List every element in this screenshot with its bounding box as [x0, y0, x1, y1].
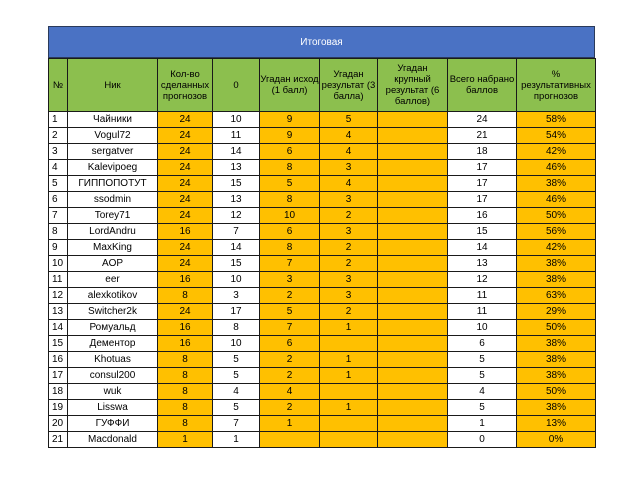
header-success-percent: % результативных прогнозов — [517, 59, 596, 112]
cell-total-points: 1 — [448, 416, 517, 432]
cell-predictions-made: 8 — [158, 416, 213, 432]
cell-zero: 13 — [213, 192, 260, 208]
cell-success-percent: 46% — [517, 192, 596, 208]
cell-outcome-guessed: 6 — [260, 336, 320, 352]
cell-nick: ГИППОПОТУТ — [68, 176, 158, 192]
cell-outcome-guessed: 7 — [260, 256, 320, 272]
table-row — [49, 272, 596, 288]
cell-nick: Kalevipoeg — [68, 160, 158, 176]
cell-big-result-guessed — [378, 112, 448, 128]
cell-nick: Switcher2k — [68, 304, 158, 320]
header-outcome-guessed: Угадан исход (1 балл) — [260, 59, 320, 112]
cell-total-points: 5 — [448, 400, 517, 416]
cell-total-points: 17 — [448, 192, 517, 208]
cell-predictions-made: 8 — [158, 288, 213, 304]
cell-big-result-guessed — [378, 352, 448, 368]
sheet-title: Итоговая — [48, 26, 595, 58]
cell-zero: 4 — [213, 384, 260, 400]
table-row — [49, 384, 596, 400]
cell-predictions-made: 24 — [158, 208, 213, 224]
cell-big-result-guessed — [378, 192, 448, 208]
cell-outcome-guessed — [260, 432, 320, 448]
cell-outcome-guessed: 2 — [260, 288, 320, 304]
cell-zero: 5 — [213, 352, 260, 368]
table-row — [49, 176, 596, 192]
cell-outcome-guessed: 3 — [260, 272, 320, 288]
cell-big-result-guessed — [378, 208, 448, 224]
cell-zero: 8 — [213, 320, 260, 336]
cell-predictions-made: 16 — [158, 336, 213, 352]
cell-zero: 1 — [213, 432, 260, 448]
cell-predictions-made: 8 — [158, 352, 213, 368]
cell-zero: 3 — [213, 288, 260, 304]
cell-success-percent: 54% — [517, 128, 596, 144]
cell-number: 6 — [49, 192, 68, 208]
cell-zero: 10 — [213, 272, 260, 288]
cell-big-result-guessed — [378, 288, 448, 304]
cell-zero: 15 — [213, 256, 260, 272]
cell-number: 10 — [49, 256, 68, 272]
header-big-result-guessed: Угадан крупный результат (6 баллов) — [378, 59, 448, 112]
table-row — [49, 256, 596, 272]
cell-big-result-guessed — [378, 128, 448, 144]
cell-zero: 11 — [213, 128, 260, 144]
cell-predictions-made: 24 — [158, 256, 213, 272]
table-row — [49, 192, 596, 208]
cell-zero: 12 — [213, 208, 260, 224]
cell-total-points: 4 — [448, 384, 517, 400]
cell-predictions-made: 8 — [158, 368, 213, 384]
cell-result-guessed: 2 — [320, 304, 378, 320]
cell-number: 11 — [49, 272, 68, 288]
cell-nick: ssodmin — [68, 192, 158, 208]
cell-zero: 5 — [213, 400, 260, 416]
table-row — [49, 144, 596, 160]
cell-success-percent: 58% — [517, 112, 596, 128]
cell-number: 2 — [49, 128, 68, 144]
cell-result-guessed: 1 — [320, 352, 378, 368]
cell-big-result-guessed — [378, 224, 448, 240]
cell-nick: Torey71 — [68, 208, 158, 224]
cell-nick: alexkotikov — [68, 288, 158, 304]
cell-result-guessed: 2 — [320, 208, 378, 224]
table-row — [49, 112, 596, 128]
cell-number: 4 — [49, 160, 68, 176]
results-table — [48, 58, 596, 448]
cell-zero: 10 — [213, 112, 260, 128]
cell-predictions-made: 24 — [158, 192, 213, 208]
cell-result-guessed: 5 — [320, 112, 378, 128]
cell-total-points: 12 — [448, 272, 517, 288]
cell-number: 7 — [49, 208, 68, 224]
cell-zero: 17 — [213, 304, 260, 320]
cell-result-guessed: 3 — [320, 160, 378, 176]
cell-result-guessed: 3 — [320, 192, 378, 208]
header-total-points: Всего набрано баллов — [448, 59, 517, 112]
cell-total-points: 14 — [448, 240, 517, 256]
table-row — [49, 368, 596, 384]
cell-outcome-guessed: 2 — [260, 400, 320, 416]
header-nick: Ник — [68, 59, 158, 112]
cell-result-guessed: 4 — [320, 176, 378, 192]
cell-predictions-made: 24 — [158, 128, 213, 144]
cell-predictions-made: 24 — [158, 176, 213, 192]
cell-nick: ГУФФИ — [68, 416, 158, 432]
cell-success-percent: 38% — [517, 272, 596, 288]
cell-outcome-guessed: 7 — [260, 320, 320, 336]
header-predictions-made: Кол-во сделанных прогнозов — [158, 59, 213, 112]
cell-predictions-made: 16 — [158, 320, 213, 336]
cell-success-percent: 0% — [517, 432, 596, 448]
cell-success-percent: 38% — [517, 256, 596, 272]
cell-outcome-guessed: 2 — [260, 352, 320, 368]
cell-nick: Lisswa — [68, 400, 158, 416]
cell-nick: MaxKing — [68, 240, 158, 256]
cell-number: 20 — [49, 416, 68, 432]
cell-big-result-guessed — [378, 416, 448, 432]
cell-zero: 13 — [213, 160, 260, 176]
cell-outcome-guessed: 10 — [260, 208, 320, 224]
cell-total-points: 21 — [448, 128, 517, 144]
cell-success-percent: 56% — [517, 224, 596, 240]
cell-result-guessed: 3 — [320, 288, 378, 304]
results-sheet — [48, 26, 595, 448]
cell-zero: 7 — [213, 416, 260, 432]
table-row — [49, 128, 596, 144]
cell-big-result-guessed — [378, 320, 448, 336]
header-zero: 0 — [213, 59, 260, 112]
table-row — [49, 320, 596, 336]
cell-big-result-guessed — [378, 304, 448, 320]
cell-result-guessed: 4 — [320, 128, 378, 144]
cell-success-percent: 63% — [517, 288, 596, 304]
cell-result-guessed — [320, 384, 378, 400]
cell-total-points: 11 — [448, 288, 517, 304]
cell-success-percent: 42% — [517, 144, 596, 160]
cell-predictions-made: 1 — [158, 432, 213, 448]
cell-success-percent: 13% — [517, 416, 596, 432]
cell-nick: Ромуальд — [68, 320, 158, 336]
cell-big-result-guessed — [378, 432, 448, 448]
cell-big-result-guessed — [378, 144, 448, 160]
cell-success-percent: 46% — [517, 160, 596, 176]
cell-nick: Дементор — [68, 336, 158, 352]
cell-predictions-made: 16 — [158, 224, 213, 240]
cell-number: 1 — [49, 112, 68, 128]
cell-big-result-guessed — [378, 384, 448, 400]
cell-success-percent: 38% — [517, 176, 596, 192]
cell-big-result-guessed — [378, 400, 448, 416]
table-row — [49, 304, 596, 320]
cell-outcome-guessed: 6 — [260, 144, 320, 160]
cell-big-result-guessed — [378, 256, 448, 272]
table-row — [49, 160, 596, 176]
cell-outcome-guessed: 4 — [260, 384, 320, 400]
cell-predictions-made: 24 — [158, 304, 213, 320]
cell-predictions-made: 16 — [158, 272, 213, 288]
cell-total-points: 11 — [448, 304, 517, 320]
cell-result-guessed: 3 — [320, 272, 378, 288]
cell-total-points: 17 — [448, 160, 517, 176]
cell-success-percent: 38% — [517, 368, 596, 384]
cell-big-result-guessed — [378, 272, 448, 288]
cell-result-guessed: 2 — [320, 256, 378, 272]
cell-number: 9 — [49, 240, 68, 256]
cell-result-guessed — [320, 336, 378, 352]
cell-total-points: 0 — [448, 432, 517, 448]
cell-success-percent: 50% — [517, 208, 596, 224]
cell-nick: Чайники — [68, 112, 158, 128]
cell-success-percent: 42% — [517, 240, 596, 256]
cell-total-points: 6 — [448, 336, 517, 352]
cell-number: 16 — [49, 352, 68, 368]
cell-outcome-guessed: 6 — [260, 224, 320, 240]
cell-zero: 15 — [213, 176, 260, 192]
cell-success-percent: 38% — [517, 336, 596, 352]
cell-number: 18 — [49, 384, 68, 400]
header-row — [49, 59, 596, 112]
cell-outcome-guessed: 8 — [260, 240, 320, 256]
cell-nick: wuk — [68, 384, 158, 400]
cell-zero: 14 — [213, 240, 260, 256]
table-row — [49, 416, 596, 432]
cell-big-result-guessed — [378, 368, 448, 384]
cell-zero: 10 — [213, 336, 260, 352]
cell-big-result-guessed — [378, 336, 448, 352]
cell-nick: Khotuas — [68, 352, 158, 368]
cell-number: 21 — [49, 432, 68, 448]
cell-result-guessed: 1 — [320, 368, 378, 384]
cell-total-points: 5 — [448, 352, 517, 368]
cell-nick: Vogul72 — [68, 128, 158, 144]
cell-nick: eer — [68, 272, 158, 288]
table-row — [49, 400, 596, 416]
cell-total-points: 17 — [448, 176, 517, 192]
table-row — [49, 224, 596, 240]
cell-number: 15 — [49, 336, 68, 352]
cell-number: 14 — [49, 320, 68, 336]
cell-success-percent: 50% — [517, 320, 596, 336]
header-result-guessed: Угадан результат (3 балла) — [320, 59, 378, 112]
cell-total-points: 10 — [448, 320, 517, 336]
cell-outcome-guessed: 2 — [260, 368, 320, 384]
cell-predictions-made: 24 — [158, 240, 213, 256]
cell-success-percent: 38% — [517, 352, 596, 368]
cell-total-points: 13 — [448, 256, 517, 272]
cell-predictions-made: 8 — [158, 400, 213, 416]
cell-number: 13 — [49, 304, 68, 320]
cell-nick: AOP — [68, 256, 158, 272]
cell-success-percent: 50% — [517, 384, 596, 400]
cell-total-points: 5 — [448, 368, 517, 384]
cell-total-points: 16 — [448, 208, 517, 224]
cell-nick: Macdonald — [68, 432, 158, 448]
cell-nick: consul200 — [68, 368, 158, 384]
cell-result-guessed: 1 — [320, 400, 378, 416]
table-row — [49, 336, 596, 352]
cell-number: 3 — [49, 144, 68, 160]
cell-total-points: 18 — [448, 144, 517, 160]
cell-zero: 5 — [213, 368, 260, 384]
cell-result-guessed: 1 — [320, 320, 378, 336]
cell-zero: 14 — [213, 144, 260, 160]
cell-predictions-made: 8 — [158, 384, 213, 400]
cell-result-guessed: 2 — [320, 240, 378, 256]
cell-number: 17 — [49, 368, 68, 384]
cell-outcome-guessed: 9 — [260, 128, 320, 144]
cell-outcome-guessed: 8 — [260, 160, 320, 176]
cell-result-guessed: 3 — [320, 224, 378, 240]
cell-number: 5 — [49, 176, 68, 192]
cell-result-guessed: 4 — [320, 144, 378, 160]
cell-big-result-guessed — [378, 176, 448, 192]
cell-success-percent: 29% — [517, 304, 596, 320]
cell-outcome-guessed: 9 — [260, 112, 320, 128]
cell-result-guessed — [320, 432, 378, 448]
cell-predictions-made: 24 — [158, 144, 213, 160]
table-row — [49, 432, 596, 448]
cell-total-points: 24 — [448, 112, 517, 128]
cell-result-guessed — [320, 416, 378, 432]
cell-outcome-guessed: 1 — [260, 416, 320, 432]
cell-outcome-guessed: 8 — [260, 192, 320, 208]
table-row — [49, 240, 596, 256]
table-row — [49, 352, 596, 368]
table-row — [49, 288, 596, 304]
table-row — [49, 208, 596, 224]
cell-total-points: 15 — [448, 224, 517, 240]
cell-big-result-guessed — [378, 240, 448, 256]
cell-success-percent: 38% — [517, 400, 596, 416]
header-number: № — [49, 59, 68, 112]
cell-number: 19 — [49, 400, 68, 416]
cell-outcome-guessed: 5 — [260, 176, 320, 192]
cell-number: 12 — [49, 288, 68, 304]
cell-number: 8 — [49, 224, 68, 240]
cell-predictions-made: 24 — [158, 112, 213, 128]
cell-big-result-guessed — [378, 160, 448, 176]
cell-predictions-made: 24 — [158, 160, 213, 176]
cell-zero: 7 — [213, 224, 260, 240]
cell-nick: LordAndru — [68, 224, 158, 240]
cell-outcome-guessed: 5 — [260, 304, 320, 320]
cell-nick: sergatver — [68, 144, 158, 160]
